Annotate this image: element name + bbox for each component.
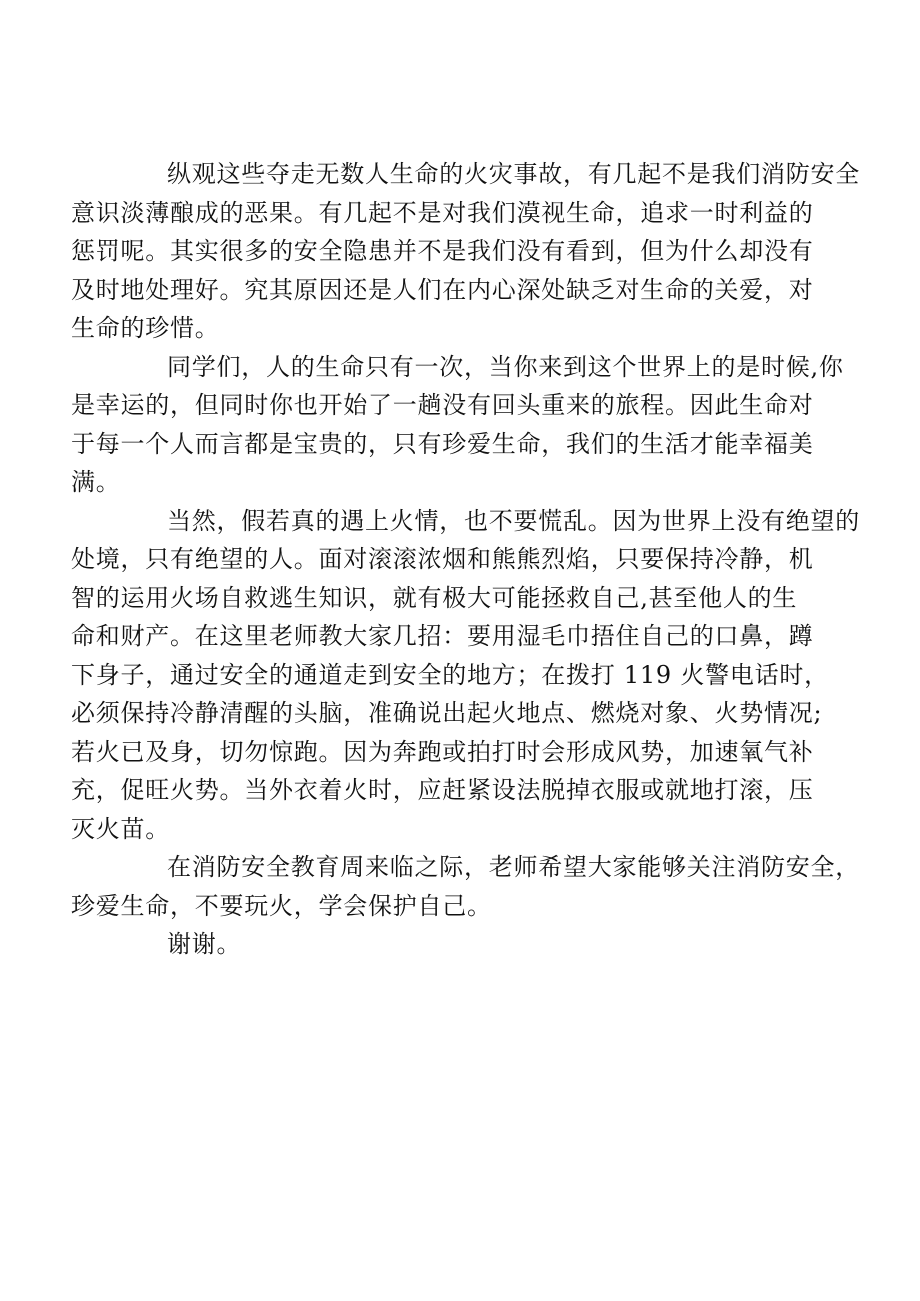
paragraph-5 [119,925,819,964]
paragraph-4-line-2: 珍爱生命，不要玩火，学会保护自己。 [71,891,492,920]
paragraph-3-line-1: 当然，假若真的遇上火情，也不要慌乱。因为世界上没有绝望的 [167,506,860,535]
paragraph-3-line-8: 充，促旺火势。当外衣着火时，应赶紧设法脱掉衣服或就地打滚，压 [71,776,814,804]
paragraph-5-line-1: 谢谢。 [167,930,242,958]
paragraph-3-line-5: 下身子，通过安全的通道走到安全的地方；在拨打 119 火警电话时， [71,660,829,689]
paragraph-2-line-4: 满。 [71,468,121,496]
paragraph-1-line-3: 惩罚呢。其实很多的安全隐患并不是我们没有看到，但为什么却没有 [71,237,814,265]
paragraph-1-line-4: 及时地处理好。究其原因还是人们在内心深处缺乏对生命的关爱，对 [71,275,814,304]
paragraph-2-line-1: 同学们，人的生命只有一次，当你来到这个世界上的是时候,你 [167,352,844,381]
paragraph-3-line-7: 若火已及身，切勿惊跑。因为奔跑或拍打时会形成风势，加速氧气补 [71,737,814,766]
paragraph-3-line-3: 智的运用火场自救逃生知识，就有极大可能拯救自己,甚至他人的生 [71,583,798,612]
paragraph-1-line-5: 生命的珍惜。 [71,314,220,342]
document-body [71,155,860,964]
paragraph-1 [71,155,860,348]
paragraph-3-line-2: 处境，只有绝望的人。面对滚滚浓烟和熊熊烈焰，只要保持冷静，机 [71,545,814,573]
paragraph-3-line-6: 必须保持冷静清醒的头脑，准确说出起火地点、燃烧对象、火势情况; [71,699,823,727]
paragraph-3-line-9: 灭火苗。 [71,814,170,843]
paragraph-2 [71,348,844,502]
paragraph-4-line-1: 在消防安全教育周来临之际，老师希望大家能够关注消防安全， [167,853,860,881]
paragraph-1-line-1: 纵观这些夺走无数人生命的火灾事故，有几起不是我们消防安全 [167,160,860,188]
paragraph-2-line-2: 是幸运的，但同时你也开始了一趟没有回头重来的旅程。因此生命对 [71,391,814,419]
paragraph-3 [71,502,860,849]
paragraph-2-line-3: 于每一个人而言都是宝贵的，只有珍爱生命，我们的生活才能幸福美 [71,429,814,458]
paragraph-1-line-2: 意识淡薄酿成的恶果。有几起不是对我们漠视生命，追求一时利益的 [71,198,814,227]
paragraph-3-line-4: 命和财产。在这里老师教大家几招：要用湿毛巾捂住自己的口鼻，蹲 [71,622,814,650]
paragraph-4 [71,848,860,925]
